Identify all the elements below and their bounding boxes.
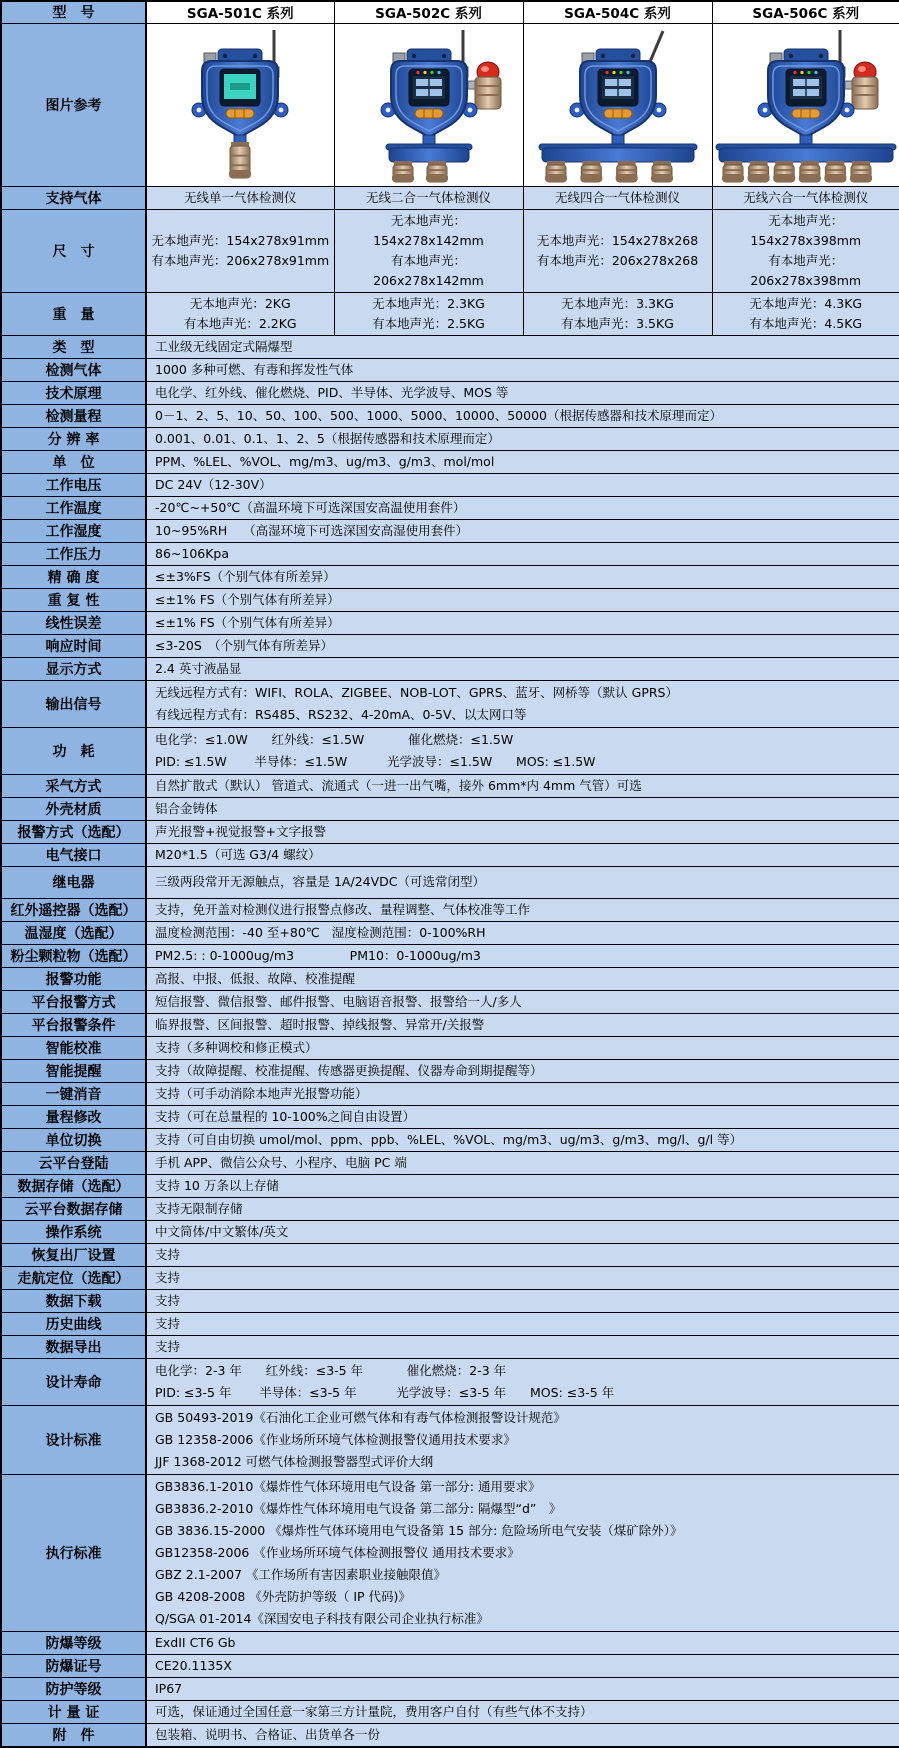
row-label: 工作湿度 <box>1 519 146 542</box>
table-row <box>1 292 899 335</box>
cell-line: 温度检测范围：-40 至+80℃ 湿度检测范围：0-100%RH <box>155 924 486 940</box>
cell-line: 支持（可自由切换 umol/mol、ppm、ppb、%LEL、%VOL、mg/m3、ug/m3、g/m3、mg/l、g/l 等） <box>155 1131 743 1147</box>
row-label: 输出信号 <box>1 680 146 727</box>
sga-502c-detector <box>337 25 521 184</box>
table-row <box>1 727 899 774</box>
cell-line: GB 50493-2019《石油化工企业可燃气体和有毒气体检测报警设计规范》 <box>155 1409 566 1425</box>
model-value-cell <box>146 186 334 209</box>
cell-line: 无线六合一气体检测仪 <box>743 189 869 205</box>
row-label: 检测量程 <box>1 404 146 427</box>
table-row <box>1 1312 899 1335</box>
cell-line: 电化学：≤1.0W 红外线：≤1.5W 催化燃烧：≤1.5W <box>155 731 514 747</box>
spec-value-cell <box>146 921 899 944</box>
spec-value-cell <box>146 1220 899 1243</box>
spec-value-cell <box>146 967 899 990</box>
sga-506c-detector <box>714 25 898 184</box>
spec-value-cell <box>146 657 899 680</box>
cell-line: 声光报警+视觉报警+文字报警 <box>155 823 326 839</box>
spec-value-cell <box>146 450 899 473</box>
cell-line: GB 12358-2006《作业场所环境气体检测报警仪通用技术要求》 <box>155 1431 516 1447</box>
cell-line: ≤±1% FS（个别气体有所差异） <box>155 591 340 607</box>
product-image-cell <box>712 23 899 186</box>
detector-body <box>192 49 288 137</box>
cell-line: 无本地声光：154x278x142mm <box>373 212 484 248</box>
row-label: 工作压力 <box>1 542 146 565</box>
detector-body <box>758 49 854 137</box>
table-row <box>1 358 899 381</box>
table-row <box>1 1289 899 1312</box>
table-row <box>1 1197 899 1220</box>
spec-value-cell <box>146 1654 899 1677</box>
cell-line: 铝合金铸体 <box>155 800 218 816</box>
cell-line: 有本地声光：206x278x398mm <box>750 252 862 288</box>
model-header-3: SGA-504C 系列 <box>523 1 712 23</box>
table-row <box>1 1631 899 1654</box>
table-row <box>1 634 899 657</box>
table-row <box>1 967 899 990</box>
header-row <box>1 1 899 23</box>
cell-line: GB 4208-2008 《外壳防护等级（ IP 代码)》 <box>155 1588 411 1604</box>
spec-value-cell <box>146 1174 899 1197</box>
cell-line: 无本地声光：4.3KG <box>749 295 863 311</box>
row-label: 一键消音 <box>1 1082 146 1105</box>
table-row <box>1 1151 899 1174</box>
table-row <box>1 1243 899 1266</box>
cell-line: 有本地声光：2.5KG <box>372 315 485 331</box>
spec-value-cell <box>146 727 899 774</box>
table-row <box>1 1474 899 1631</box>
spec-value-cell <box>146 1266 899 1289</box>
row-label: 线性误差 <box>1 611 146 634</box>
table-row <box>1 1174 899 1197</box>
table-row <box>1 680 899 727</box>
table-row <box>1 1105 899 1128</box>
spec-value-cell <box>146 1082 899 1105</box>
table-row <box>1 1335 899 1358</box>
spec-value-cell <box>146 1474 899 1631</box>
sensor-probe-icon <box>615 161 637 182</box>
spec-value-cell <box>146 1631 899 1654</box>
spec-value-cell <box>146 588 899 611</box>
row-label: 类 型 <box>1 335 146 358</box>
spec-value-cell <box>146 866 899 898</box>
cell-line: 无本地声光：154x278x398mm <box>750 212 862 248</box>
spec-value-cell <box>146 1151 899 1174</box>
row-label: 外壳材质 <box>1 797 146 820</box>
row-label: 显示方式 <box>1 657 146 680</box>
spec-value-cell <box>146 1105 899 1128</box>
sga-501c-detector <box>148 25 332 184</box>
cell-line: GB12358-2006 《作业场所环境气体检测报警仪 通用技术要求》 <box>155 1544 520 1560</box>
cell-line: 无本地声光：154x278x91mm <box>151 232 330 248</box>
detector-body <box>570 49 666 137</box>
model-value-cell <box>712 186 899 209</box>
table-row <box>1 1266 899 1289</box>
spec-value-cell <box>146 427 899 450</box>
row-label: 重 量 <box>1 292 146 335</box>
cell-line: 支持 10 万条以上存储 <box>155 1177 279 1193</box>
row-label: 恢复出厂设置 <box>1 1243 146 1266</box>
row-label: 云平台登陆 <box>1 1151 146 1174</box>
table-row <box>1 427 899 450</box>
table-row <box>1 1059 899 1082</box>
spec-value-cell <box>146 898 899 921</box>
model-value-cell <box>523 186 712 209</box>
cell-line: ≤±1% FS（个别气体有所差异） <box>155 614 340 630</box>
cell-line: 10~95%RH （高湿环境下可选深国安高湿使用套件） <box>155 522 469 538</box>
table-row <box>1 209 899 292</box>
cell-line: JJF 1368-2012 可燃气体检测报警器型式评价大纲 <box>155 1453 434 1469</box>
table-row <box>1 1654 899 1677</box>
model-header-2: SGA-502C 系列 <box>334 1 523 23</box>
table-row <box>1 1358 899 1405</box>
image-row-label: 图片参考 <box>1 23 146 186</box>
table-row <box>1 611 899 634</box>
row-label: 单位切换 <box>1 1128 146 1151</box>
row-label: 单 位 <box>1 450 146 473</box>
model-value-cell <box>523 292 712 335</box>
table-row <box>1 381 899 404</box>
cell-line: PM2.5: : 0-1000ug/m3 PM10：0-1000ug/m3 <box>155 947 481 963</box>
table-row <box>1 774 899 797</box>
spec-value-cell <box>146 1289 899 1312</box>
row-label: 数据存储（选配） <box>1 1174 146 1197</box>
spec-value-cell <box>146 820 899 843</box>
sga-504c-detector <box>526 25 710 184</box>
cell-line: 可选，保证通过全国任意一家第三方计量院，费用客户自付（有些气体不支持） <box>155 1703 593 1719</box>
table-row <box>1 496 899 519</box>
cell-line: PID: ≤3-5 年 半导体：≤3-5 年 光学波导：≤3-5 年 MOS: ≤3-5 年 <box>155 1384 615 1400</box>
sensor-probe-icon <box>773 161 795 182</box>
spec-value-cell <box>146 990 899 1013</box>
row-label: 数据下载 <box>1 1289 146 1312</box>
spec-value-cell <box>146 565 899 588</box>
sensor-probe-icon <box>747 161 769 182</box>
table-row <box>1 843 899 866</box>
product-image-cell <box>523 23 712 186</box>
row-label: 历史曲线 <box>1 1312 146 1335</box>
row-label: 平台报警方式 <box>1 990 146 1013</box>
cell-line: PID: ≤1.5W 半导体：≤1.5W 光学波导：≤1.5W MOS: ≤1.5W <box>155 753 596 769</box>
table-row <box>1 1405 899 1474</box>
spec-value-cell <box>146 944 899 967</box>
alarm-beacon-icon <box>845 62 878 109</box>
cell-line: 无线四合一气体检测仪 <box>554 189 680 205</box>
cell-line: 中文简体/中文繁体/英文 <box>155 1223 289 1239</box>
row-label: 防护等级 <box>1 1677 146 1700</box>
row-label: 附 件 <box>1 1723 146 1747</box>
row-label: 尺 寸 <box>1 209 146 292</box>
spec-value-cell <box>146 358 899 381</box>
row-label: 检测气体 <box>1 358 146 381</box>
model-row-label: 型 号 <box>1 1 146 23</box>
row-label: 执行标准 <box>1 1474 146 1631</box>
detector-body <box>381 49 477 137</box>
row-label: 云平台数据存储 <box>1 1197 146 1220</box>
table-row <box>1 1128 899 1151</box>
spec-value-cell <box>146 1128 899 1151</box>
cell-line: 有线远程方式有：RS485、RS232、4-20mA、0-5V、以太网口等 <box>155 706 527 722</box>
spec-value-cell <box>146 1036 899 1059</box>
cell-line: 有本地声光：206x278x91mm <box>151 252 330 268</box>
cell-line: IP67 <box>155 1680 183 1696</box>
model-value-cell <box>334 292 523 335</box>
row-label: 分 辨 率 <box>1 427 146 450</box>
cell-line: M20*1.5（可选 G3/4 螺纹） <box>155 846 321 862</box>
cell-line: -20℃~+50℃（高温环境下可选深国安高温使用套件） <box>155 499 466 515</box>
table-body <box>1 1 899 1747</box>
row-label: 温湿度（选配） <box>1 921 146 944</box>
spec-value-cell <box>146 381 899 404</box>
model-header-1: SGA-501C 系列 <box>146 1 334 23</box>
row-label: 粉尘颗粒物（选配） <box>1 944 146 967</box>
spec-value-cell <box>146 1312 899 1335</box>
table-row <box>1 1700 899 1723</box>
cell-line: 2.4 英寸液晶显 <box>155 660 242 676</box>
cell-line: Q/SGA 01-2014《深国安电子科技有限公司企业执行标准》 <box>155 1610 489 1626</box>
row-label: 防爆证号 <box>1 1654 146 1677</box>
spec-value-cell <box>146 1677 899 1700</box>
row-label: 红外遥控器（选配） <box>1 898 146 921</box>
sensor-probe-icon <box>850 161 872 182</box>
row-label: 报警功能 <box>1 967 146 990</box>
row-label: 采气方式 <box>1 774 146 797</box>
table-row <box>1 921 899 944</box>
cell-line: 无本地声光：2.3KG <box>372 295 485 311</box>
table-row <box>1 1220 899 1243</box>
sensor-probe-icon <box>426 161 448 182</box>
spec-value-cell <box>146 797 899 820</box>
table-row <box>1 588 899 611</box>
cell-line: 0.001、0.01、0.1、1、2、5（根据传感器和技术原理而定） <box>155 430 500 446</box>
row-label: 功 耗 <box>1 727 146 774</box>
cell-line: ≤±3%FS（个别气体有所差异） <box>155 568 336 584</box>
image-row <box>1 23 899 186</box>
table-row <box>1 186 899 209</box>
cell-line: 支持（可在总量程的 10-100%之间自由设置） <box>155 1108 416 1124</box>
row-label: 数据导出 <box>1 1335 146 1358</box>
row-label: 响应时间 <box>1 634 146 657</box>
row-label: 电气接口 <box>1 843 146 866</box>
spec-value-cell <box>146 1358 899 1405</box>
row-label: 继电器 <box>1 866 146 898</box>
row-label: 报警方式（选配） <box>1 820 146 843</box>
cell-line: 有本地声光：4.5KG <box>749 315 863 331</box>
spec-value-cell <box>146 496 899 519</box>
row-label: 平台报警条件 <box>1 1013 146 1036</box>
cell-line: PPM、%LEL、%VOL、mg/m3、ug/m3、g/m3、mol/mol <box>155 453 495 469</box>
spec-value-cell <box>146 634 899 657</box>
model-value-cell <box>712 292 899 335</box>
sensor-probe-icon <box>229 142 251 178</box>
table-row <box>1 1036 899 1059</box>
sensor-probe-icon <box>545 161 567 182</box>
spec-value-cell <box>146 473 899 496</box>
sensor-probe-icon <box>799 161 821 182</box>
product-image-cell <box>334 23 523 186</box>
spec-value-cell <box>146 1243 899 1266</box>
spec-value-cell <box>146 335 899 358</box>
spec-value-cell <box>146 1059 899 1082</box>
cell-line: 86~106Kpa <box>155 545 230 561</box>
row-label: 工作温度 <box>1 496 146 519</box>
sensor-probe-icon <box>824 161 846 182</box>
model-header-4: SGA-506C 系列 <box>712 1 899 23</box>
model-value-cell <box>334 186 523 209</box>
spec-value-cell <box>146 1723 899 1747</box>
cell-line: 包装箱、说明书、合格证、出货单各一份 <box>155 1726 381 1742</box>
table-row <box>1 450 899 473</box>
cell-line: 高报、中报、低报、故障、校准提醒 <box>155 970 356 986</box>
model-value-cell <box>523 209 712 292</box>
cell-line: 有本地声光：2.2KG <box>183 315 297 331</box>
model-value-cell <box>712 209 899 292</box>
table-row <box>1 542 899 565</box>
table-row <box>1 565 899 588</box>
cell-line: 1000 多种可燃、有毒和挥发性气体 <box>155 361 354 377</box>
table-row <box>1 820 899 843</box>
cell-line: 有本地声光：206x278x142mm <box>373 252 484 288</box>
table-row <box>1 657 899 680</box>
spec-value-cell <box>146 404 899 427</box>
spec-value-cell <box>146 1335 899 1358</box>
model-value-cell <box>146 209 334 292</box>
cell-line: 工业级无线固定式隔爆型 <box>155 338 293 354</box>
table-row <box>1 1013 899 1036</box>
cell-line: 支持（故障提醒、校准提醒、传感器更换提醒、仪器寿命到期提醒等） <box>155 1062 543 1078</box>
alarm-beacon-icon <box>468 62 501 109</box>
row-label: 支持气体 <box>1 186 146 209</box>
sensor-probe-icon <box>392 161 414 182</box>
cell-line: 有本地声光：206x278x268 <box>536 252 699 268</box>
cell-line: 支持（多种调校和修正模式） <box>155 1039 318 1055</box>
spec-value-cell <box>146 1405 899 1474</box>
spec-value-cell <box>146 1197 899 1220</box>
cell-line: GB3836.1-2010《爆炸性气体环境用电气设备 第一部分: 通用要求》 <box>155 1478 541 1494</box>
row-label: 防爆等级 <box>1 1631 146 1654</box>
spec-value-cell <box>146 542 899 565</box>
cell-line: 支持 <box>155 1338 181 1354</box>
model-value-cell <box>146 292 334 335</box>
cell-line: 无线远程方式有：WIFI、ROLA、ZIGBEE、NOB-LOT、GPRS、蓝牙、网桥等（默认 GPRS） <box>155 684 678 700</box>
cell-line: 电化学：2-3 年 红外线：≤3-5 年 催化燃烧：2-3 年 <box>155 1362 507 1378</box>
table-row <box>1 404 899 427</box>
table-row <box>1 944 899 967</box>
row-label: 走航定位（选配） <box>1 1266 146 1289</box>
spec-value-cell <box>146 680 899 727</box>
table-row <box>1 866 899 898</box>
table-row <box>1 797 899 820</box>
cell-line: 临界报警、区间报警、超时报警、掉线报警、异常开/关报警 <box>155 1016 485 1032</box>
cell-line: 支持（可手动消除本地声光报警功能） <box>155 1085 368 1101</box>
cell-line: 手机 APP、微信公众号、小程序、电脑 PC 端 <box>155 1154 407 1170</box>
sensor-probe-icon <box>722 161 744 182</box>
cell-line: 无本地声光：2KG <box>189 295 291 311</box>
cell-line: 有本地声光：3.5KG <box>561 315 674 331</box>
row-label: 智能校准 <box>1 1036 146 1059</box>
cell-line: 三级两段常开无源触点，容量是 1A/24VDC（可选常闭型） <box>155 874 485 889</box>
cell-line: 0－1、2、5、10、50、100、500、1000、5000、10000、50000（根据传感器和技术原理而定） <box>155 407 722 423</box>
cell-line: 支持 <box>155 1269 181 1285</box>
table-row <box>1 1082 899 1105</box>
cell-line: 支持 <box>155 1315 181 1331</box>
spec-value-cell <box>146 519 899 542</box>
cell-line: 电化学、红外线、催化燃烧、PID、半导体、光学波导、MOS 等 <box>155 384 509 400</box>
sensor-probe-icon <box>651 161 673 182</box>
row-label: 智能提醒 <box>1 1059 146 1082</box>
table-row <box>1 1723 899 1747</box>
row-label: 精 确 度 <box>1 565 146 588</box>
cell-line: ≤3-20S （个别气体有所差异） <box>155 637 334 653</box>
row-label: 技术原理 <box>1 381 146 404</box>
table-row <box>1 1677 899 1700</box>
spec-value-cell <box>146 611 899 634</box>
cell-line: 自然扩散式（默认） 管道式、流通式（一进一出气嘴，接外 6mm*内 4mm 气管）可选 <box>155 777 642 793</box>
table-row <box>1 898 899 921</box>
cell-line: GB3836.2-2010《爆炸性气体环境用电气设备 第二部分: 隔爆型“d” 》 <box>155 1500 562 1516</box>
table-row <box>1 473 899 496</box>
cell-line: 无线单一气体检测仪 <box>183 189 297 205</box>
table-row <box>1 519 899 542</box>
row-label: 设计标准 <box>1 1405 146 1474</box>
cell-line: ExdII CT6 Gb <box>155 1634 236 1650</box>
sensor-probe-icon <box>580 161 602 182</box>
table-row <box>1 990 899 1013</box>
cell-line: GB 3836.15-2000 《爆炸性气体环境用电气设备第 15 部分: 危险场所电气安装（煤矿除外）》 <box>155 1522 683 1538</box>
row-label: 重 复 性 <box>1 588 146 611</box>
cell-line: 无本地声光：3.3KG <box>561 295 674 311</box>
model-value-cell <box>334 209 523 292</box>
product-image-cell <box>146 23 334 186</box>
cell-line: CE20.1135X <box>155 1657 232 1673</box>
row-label: 工作电压 <box>1 473 146 496</box>
row-label: 计 量 证 <box>1 1700 146 1723</box>
cell-line: 无本地声光：154x278x268 <box>536 232 699 248</box>
cell-line: GBZ 2.1-2007 《工作场所有害因素职业接触限值》 <box>155 1566 446 1582</box>
cell-line: 支持 <box>155 1246 181 1262</box>
cell-line: 支持无限制存储 <box>155 1200 243 1216</box>
cell-line: 短信报警、微信报警、邮件报警、电脑语音报警、报警给一人/多人 <box>155 993 522 1009</box>
spec-value-cell <box>146 1013 899 1036</box>
cell-line: 支持，免开盖对检测仪进行报警点修改、量程调整、气体校准等工作 <box>155 901 531 917</box>
spec-value-cell <box>146 1700 899 1723</box>
cell-line: DC 24V（12-30V） <box>155 476 272 492</box>
cell-line: 无线二合一气体检测仪 <box>365 189 491 205</box>
row-label: 量程修改 <box>1 1105 146 1128</box>
row-label: 设计寿命 <box>1 1358 146 1405</box>
table-row <box>1 335 899 358</box>
cell-line: 支持 <box>155 1292 181 1308</box>
row-label: 操作系统 <box>1 1220 146 1243</box>
spec-value-cell <box>146 774 899 797</box>
spec-value-cell <box>146 843 899 866</box>
